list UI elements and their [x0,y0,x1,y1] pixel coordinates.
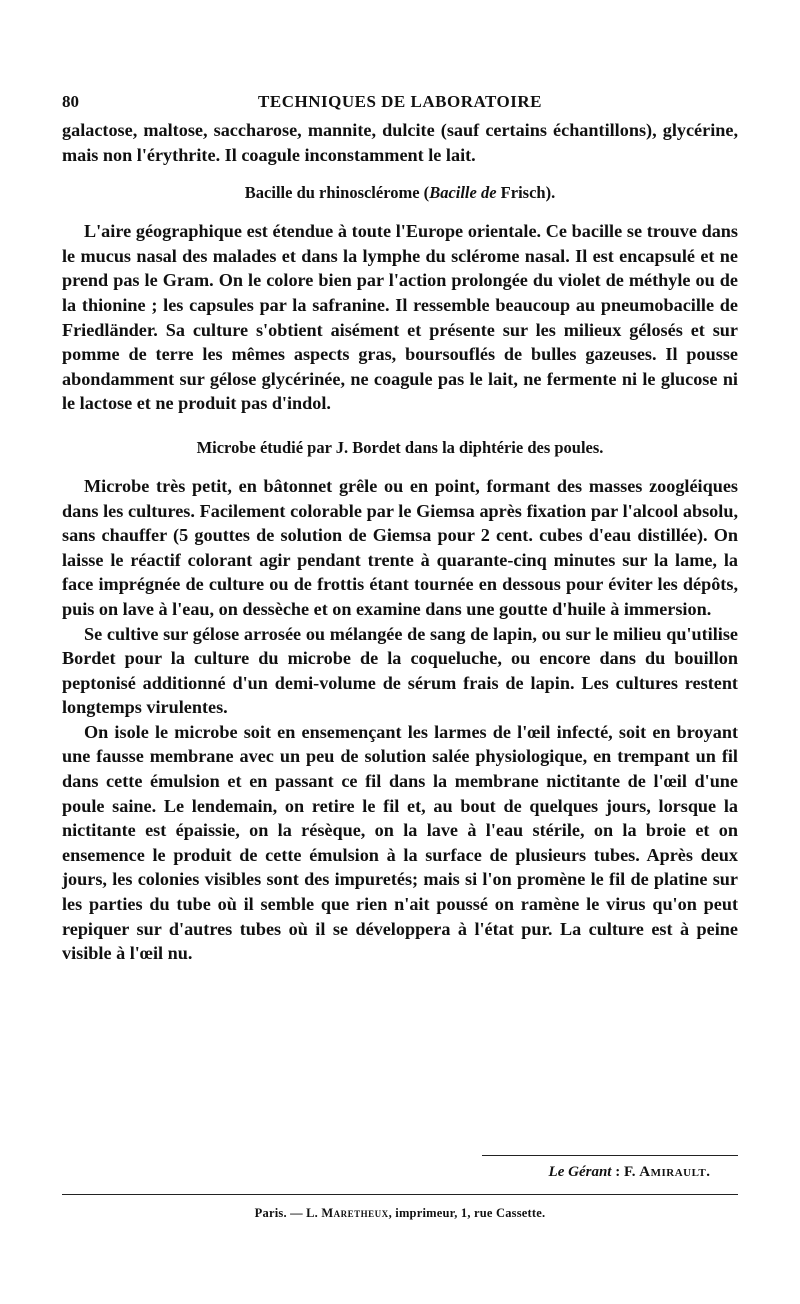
section-title-rhinoscleroma [62,181,738,205]
footer-long-rule [62,1194,738,1195]
bordet-paragraph-2: Se cultive sur gélose arrosée ou mélangée de sang de lapin, ou sur le milieu qu'utilise Bordet pour la culture du microbe de la coqueluche, ou encore dans du bouillon peptonisé additionné d'un demi-volume de sérum frais de lapin. Les cultures restent longtemps virulentes. [62,623,738,718]
imprint-printer: Maretheux [321,1206,389,1220]
page-number: 80 [62,92,79,111]
rhinoscleroma-paragraph: L'aire géographique est étendue à toute l'Europe orientale. Ce bacille se trouve dans le mucus nasal des malades et dans la lymphe du sclérome nasal. Il est encapsulé et ne prend pas le Gram. On le colore bien par l'action prolongée du violet de méthyle ou de la thionine ; les capsules par la safranine. Il ressemble beaucoup au pneumobacille de Friedländer. Sa culture s'obtient aisément et présente sur les milieux gélosés et sur pomme de terre les mêmes aspects gras, boursouflés de bulles gazeuses. Il pousse abondamment sur gélose glycérinée, ne coagule pas le lait, ne fermente ni le glucose ni le lactose et ne produit pas d'indol. [62,221,738,414]
page-header [62,88,738,118]
bordet-paragraph-3: On isole le microbe soit en ensemençant les larmes de l'œil infecté, soit en broyant une fausse membrane avec un peu de solution salée physiologique, en trempant un fil dans cette émulsion et en passant ce fil dans la membrane nictitante de l'œil d'une poule saine. Le lendemain, on retire le fil et, au bout de quelques jours, lorsque la nictitante est épaissie, on la résèque, on la lave à l'eau stérile, on la broie et on ensemence le produit de cette émulsion à la surface de plusieurs tubes. Après deux jours, les colonies visibles sont des impuretés; mais si l'on promène le fil de platine sur les parties du tube où il semble que rien n'ait poussé on ramène le virus qu'on peut repiquer sur d'autres tubes où il se développera à l'état pur. La culture est à peine visible à l'œil nu. [62,721,738,964]
gerant-name: Amirault [639,1164,707,1180]
running-title: TECHNIQUES DE LABORATOIRE [258,92,542,111]
imprint-city: Paris. — L. [254,1206,322,1220]
footer-short-rule [482,1155,738,1156]
section-title-italic: Bacille de [429,183,497,203]
page-body [62,88,738,966]
section-title-suffix: Frisch). [496,183,556,203]
printer-imprint [62,1206,738,1221]
bordet-paragraph-1: Microbe très petit, en bâtonnet grêle ou en point, formant des masses zoogléiques dans les cultures. Facilement colorable par le Giemsa après fixation par l'alcool absolu, sans chauffer (5 gouttes de solution de Giemsa pour 2 cent. cubes d'eau distillée). On laisse le réactif colorant agir pendant trente à quarante-cinq minutes sur la lame, la face imprégnée de culture ou de frottis étant tournée en dessous pour éviter les dépôts, puis on lave à l'eau, on dessèche et on examine dans une goutte d'huile à immersion. [62,475,738,619]
intro-paragraph: galactose, maltose, saccharose, mannite, dulcite (sauf certains échantillons), glycérine, mais non l'érythrite. Il coagule inconstamment le lait. [62,120,738,165]
gerant-line [549,1164,710,1181]
imprint-address: , imprimeur, 1, rue Cassette. [388,1206,546,1220]
gerant-label: Le Gérant [548,1164,612,1180]
section-title-bordet: Microbe étudié par J. Bordet dans la diphtérie des poules. [196,437,604,457]
gerant-end: . [706,1164,710,1180]
gerant-separator: : F. [611,1164,640,1180]
section-title-prefix: Bacille du rhinosclérome ( [244,183,430,203]
